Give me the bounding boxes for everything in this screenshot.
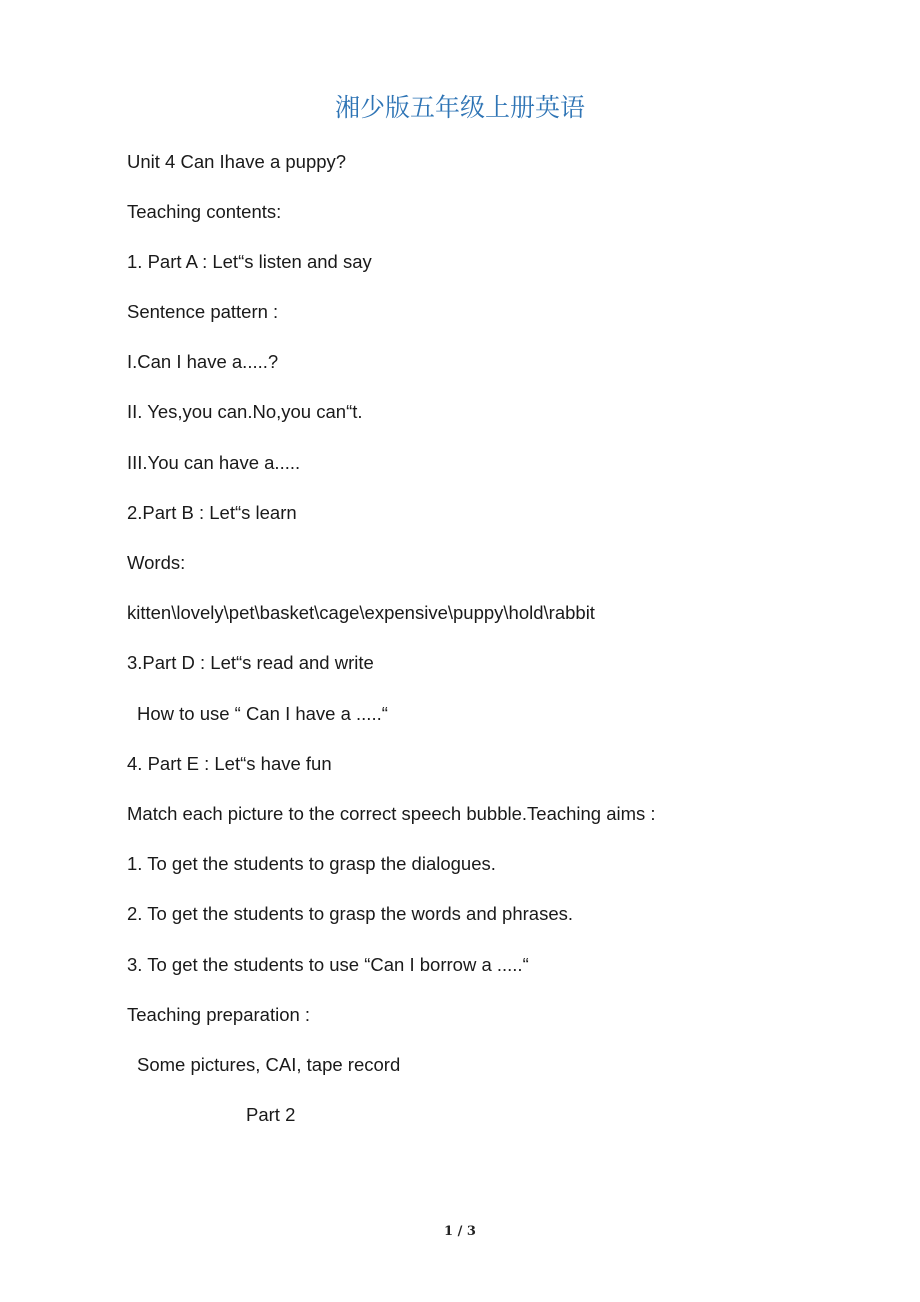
text-line: 1. To get the students to grasp the dialogues. bbox=[127, 853, 496, 874]
text-line: III.You can have a..... bbox=[127, 452, 301, 473]
text-line: Match each picture to the correct speech bubble.Teaching aims : bbox=[127, 803, 656, 824]
text-line: 3.Part D : Let“s read and write bbox=[127, 652, 374, 673]
text-line: Teaching contents: bbox=[127, 201, 282, 222]
text-line: 1. Part A : Let“s listen and say bbox=[127, 251, 372, 272]
text-line: 3. To get the students to use “Can I borrow a .....“ bbox=[127, 954, 529, 975]
page-indicator: 1 / 3 bbox=[444, 1224, 476, 1239]
text-line: How to use “ Can I have a .....“ bbox=[137, 703, 388, 724]
text-line: Words: bbox=[127, 552, 186, 573]
document-title: 湘少版五年级上册英语 bbox=[334, 93, 585, 122]
text-line: Sentence pattern : bbox=[127, 301, 279, 322]
text-line: kitten\lovely\pet\basket\cage\expensive\puppy\hold\rabbit bbox=[127, 602, 595, 623]
text-line: II. Yes,you can.No,you can“t. bbox=[127, 401, 363, 422]
text-line: 2. To get the students to grasp the words and phrases. bbox=[127, 903, 573, 924]
text-line: I.Can I have a.....? bbox=[127, 351, 279, 372]
text-line: 4. Part E : Let“s have fun bbox=[127, 753, 332, 774]
text-line: 2.Part B : Let“s learn bbox=[127, 502, 297, 523]
text-line: Teaching preparation : bbox=[127, 1004, 311, 1025]
section-label: Part 2 bbox=[246, 1104, 296, 1125]
unit-heading: Unit 4 Can Ihave a puppy? bbox=[127, 151, 347, 172]
text-line: Some pictures, CAI, tape record bbox=[137, 1054, 401, 1075]
